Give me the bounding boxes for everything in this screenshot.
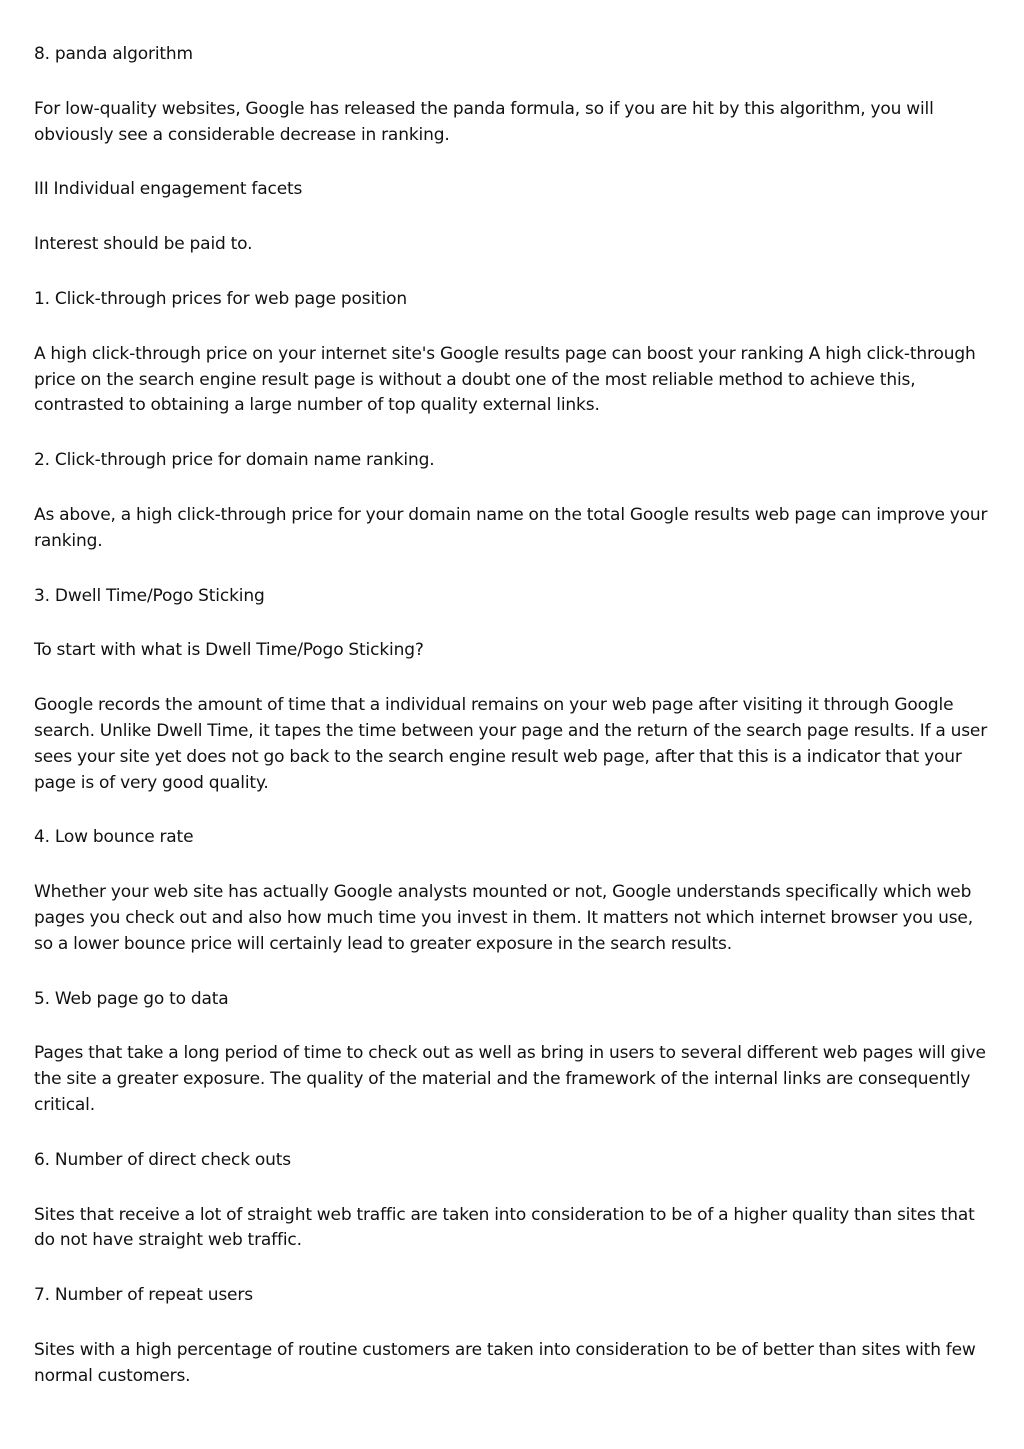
heading-panda-algorithm: 8. panda algorithm [34, 44, 193, 64]
heading-ctr-page-position: 1. Click-through prices for web page position [34, 288, 408, 309]
heading-dwell-time: 3. Dwell Time/Pogo Sticking [34, 585, 265, 606]
paragraph-page-visit-data: Pages that take a long period of time to check out as well as bring in users to several different web pages will give the site a greater exposure. The quality of the material and the framework of the internal links are consequently critical. [34, 1043, 986, 1115]
paragraph-interest-note: Interest should be paid to. [34, 234, 253, 255]
heading-page-visit-data: 5. Web page go to data [34, 988, 229, 1009]
heading-direct-visits: 6. Number of direct check outs [34, 1149, 291, 1170]
paragraph-low-bounce-rate: Whether your web site has actually Google analysts mounted or not, Google understands specifically which web pages you check out and also how much time you invest in them. It matters not which internet browser you use, so a lower bounce price will certainly lead to greater exposure in the search results. [34, 882, 973, 954]
heading-ctr-domain-ranking: 2. Click-through price for domain name ranking. [34, 450, 435, 471]
heading-low-bounce-rate: 4. Low bounce rate [34, 827, 194, 848]
paragraph-direct-visits: Sites that receive a lot of straight web traffic are taken into consideration to be of a higher quality than sites that do not have straight web traffic. [34, 1204, 975, 1251]
paragraph-ctr-page-position: A high click-through price on your internet site's Google results page can boost your ranking A high click-through price on the search engine result page is without a doubt one of the most reliable method to achieve this, contrasted to obtaining a large number of top quality external links. [34, 343, 976, 416]
paragraph-ctr-domain-ranking: As above, a high click-through price for your domain name on the total Google results web page can improve your ranking. [34, 504, 988, 551]
heading-engagement-facets: III Individual engagement facets [34, 179, 303, 200]
paragraph-repeat-users: Sites with a high percentage of routine customers are taken into consideration to be of better than sites with few normal customers. [34, 1339, 976, 1386]
paragraph-panda-description: For low-quality websites, Google has released the panda formula, so if you are hit by this algorithm, you will obviously see a considerable decrease in ranking. [34, 98, 934, 145]
heading-repeat-users: 7. Number of repeat users [34, 1285, 253, 1306]
paragraph-dwell-time-description: Google records the amount of time that a individual remains on your web page after visiting it through Google search. Unlike Dwell Time, it tapes the time between your page and the return of the search page results. If a user sees your site yet does not go back to the search engine result web page, after that this is a indicator that your page is of very good quality. [34, 695, 988, 793]
paragraph-dwell-time-question: To start with what is Dwell Time/Pogo Sticking? [34, 640, 424, 661]
